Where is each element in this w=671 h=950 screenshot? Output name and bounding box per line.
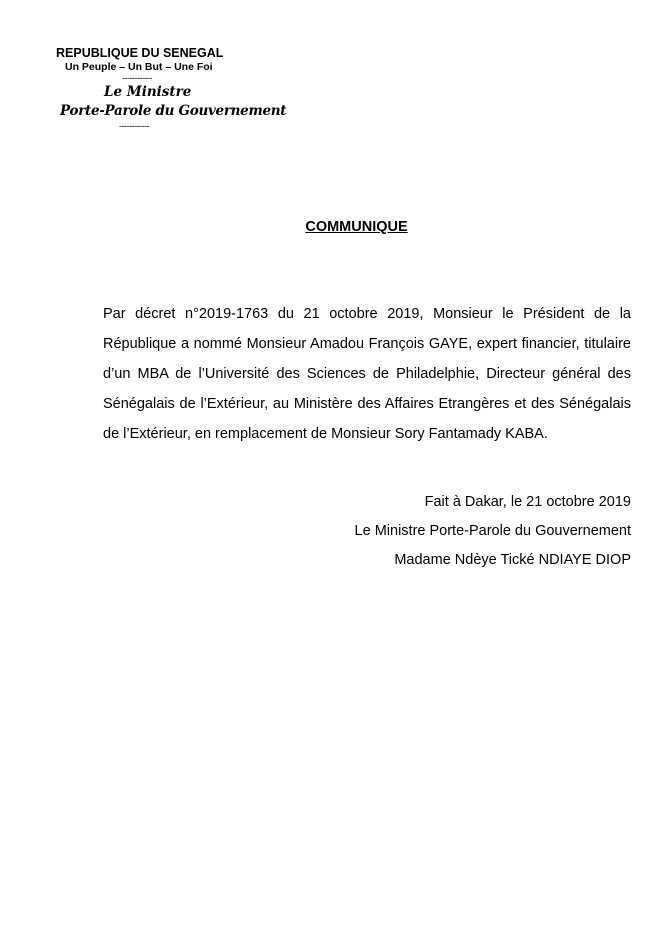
signatory-role: Le Ministre Porte-Parole du Gouvernement (354, 523, 631, 539)
porte-parole-title: Porte-Parole du Gouvernement (60, 103, 287, 119)
communique-body: Par décret n°2019-1763 du 21 octobre 2019, Monsieur le Président de la République a nommé Monsieur Amadou François GAYE, expert financier, titulaire d’un MBA de l’Université des Sciences de Philadelphie, Directeur général des Sénégalais de l’Extérieur, au Ministère des Affaires Etrangères et des Sénégalais de l’Extérieur, en remplacement de Monsieur Sory Fantamady KABA. (103, 306, 631, 442)
communique-heading-row (0, 219, 671, 235)
ministre-title: Le Ministre (104, 84, 192, 100)
republic-name: REPUBLIQUE DU SENEGAL (56, 46, 224, 60)
header-separator-bottom: ------------ (119, 121, 149, 131)
header-separator: ------------ (122, 73, 152, 83)
letterhead (56, 46, 287, 131)
signatory-name: Madame Ndèye Tické NDIAYE DIOP (394, 552, 631, 568)
place-date: Fait à Dakar, le 21 octobre 2019 (424, 494, 631, 510)
national-motto: Un Peuple – Un But – Une Foi (65, 61, 213, 73)
communique-title: COMMUNIQUE (305, 219, 408, 235)
signature-block (355, 488, 631, 575)
